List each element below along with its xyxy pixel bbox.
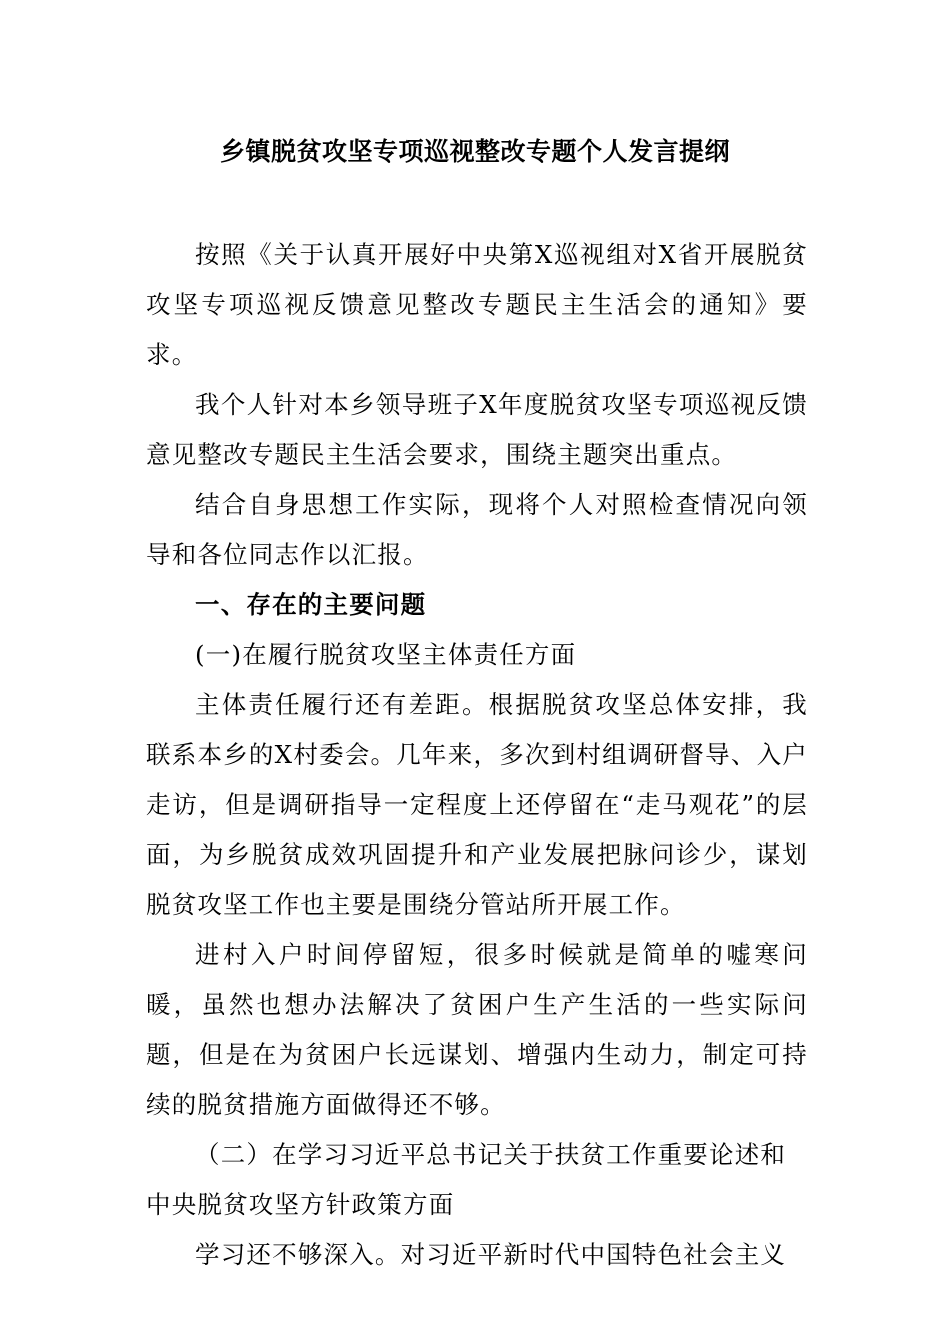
- document-title: 乡镇脱贫攻坚专项巡视整改专题个人发言提纲: [219, 137, 730, 166]
- section-heading-main-problems: 一、存在的主要问题: [195, 590, 427, 619]
- subsection-heading-1: (一)在履行脱贫攻坚主体责任方面: [195, 640, 577, 669]
- subsection-1-paragraph-1: 主体责任履行还有差距。根据脱贫攻坚总体安排，我联系本乡的X村委会。几年来，多次到村组调研督导、入户走访，但是调研指导一定程度上还停留在“走马观花”的层面，为乡脱贫成效巩固提升和产业发展把脉问诊少，谋划脱贫攻坚工作也主要是围绕分管站所开展工作。: [146, 690, 808, 919]
- subsection-2-paragraph-1: 学习还不够深入。对习近平新时代中国特色社会主义: [195, 1240, 787, 1269]
- intro-paragraph-3: 结合自身思想工作实际，现将个人对照检查情况向领导和各位同志作以汇报。: [146, 490, 808, 569]
- document-body: [146, 230, 808, 1280]
- subsection-heading-2: （二）在学习习近平总书记关于扶贫工作重要论述和中央脱贫攻坚方针政策方面: [146, 1140, 787, 1219]
- subsection-1-paragraph-2: 进村入户时间停留短，很多时候就是简单的嘘寒问暖，虽然也想办法解决了贫困户生产生活的一些实际问题，但是在为贫困户长远谋划、增强内生动力，制定可持续的脱贫措施方面做得还不够。: [146, 940, 808, 1119]
- intro-paragraph-2: 我个人针对本乡领导班子X年度脱贫攻坚专项巡视反馈意见整改专题民主生活会要求，围绕主题突出重点。: [146, 390, 808, 469]
- intro-paragraph-1: 按照《关于认真开展好中央第X巡视组对X省开展脱贫攻坚专项巡视反馈意见整改专题民主生活会的通知》要求。: [146, 240, 808, 369]
